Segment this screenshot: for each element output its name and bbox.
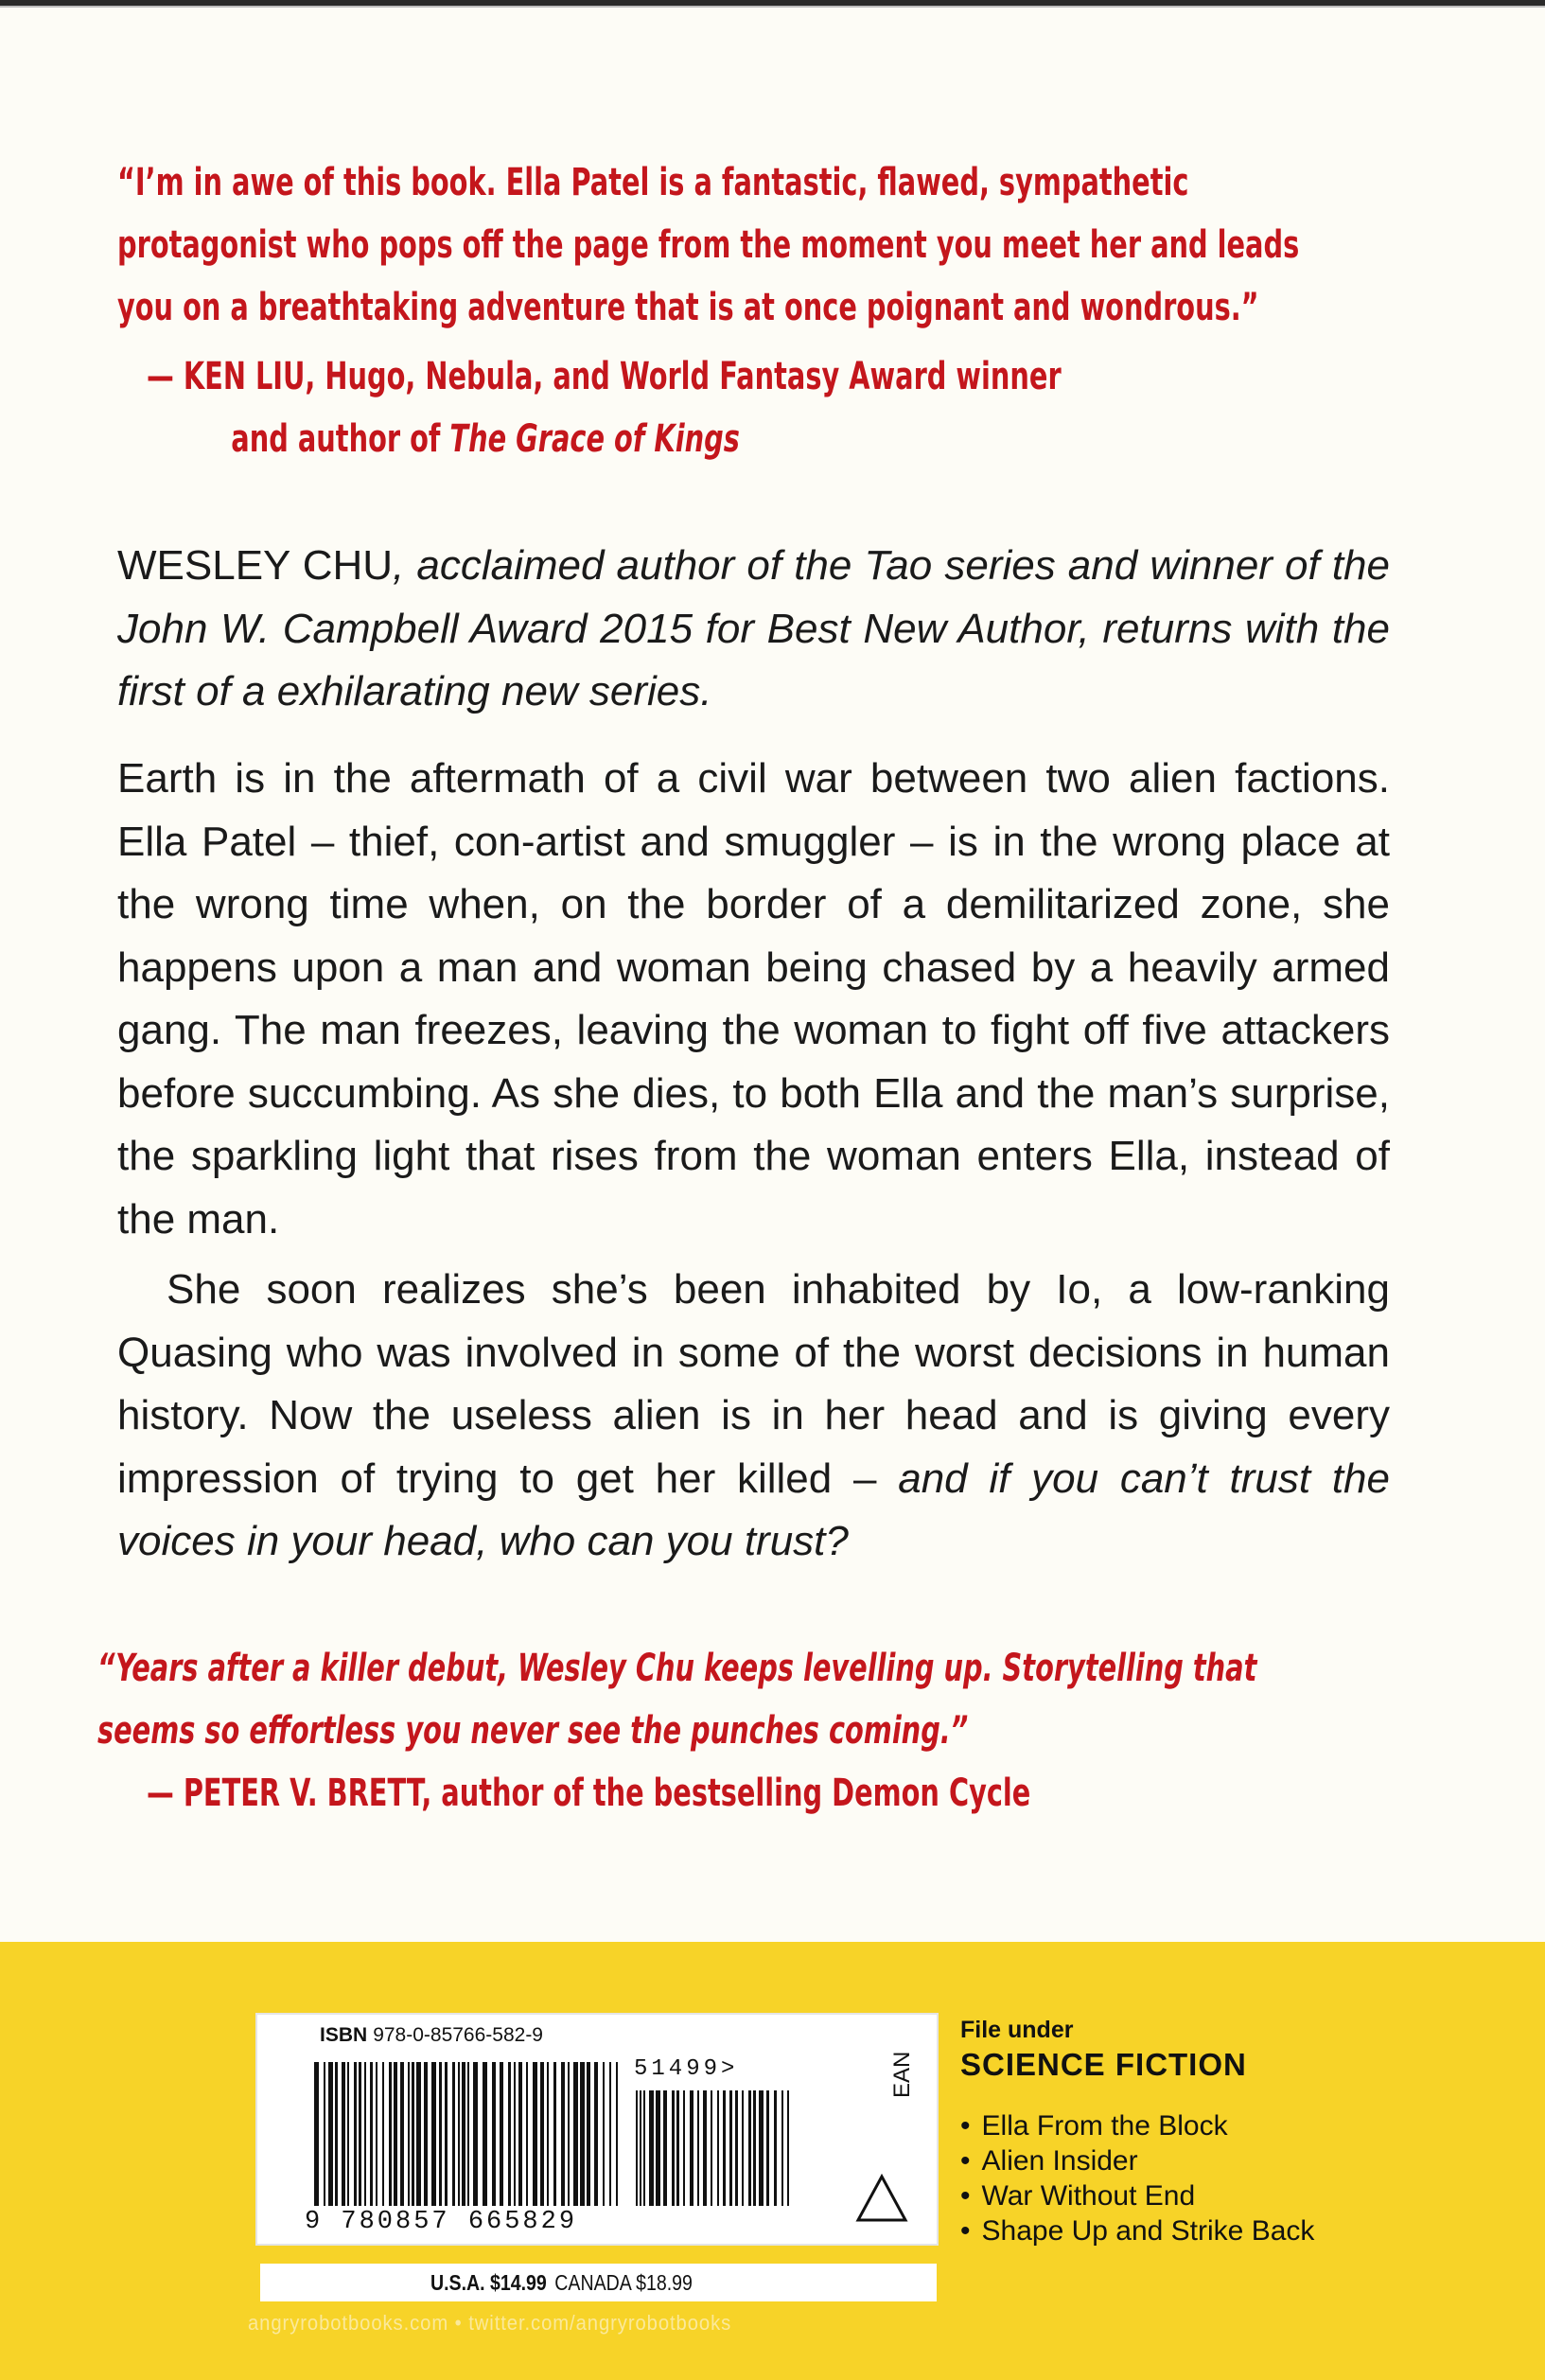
- barcode-bar: [690, 2090, 693, 2206]
- barcode-bar: [324, 2062, 325, 2206]
- barcode-bar: [759, 2090, 764, 2206]
- barcode-digits: 9 780857 665829: [305, 2208, 578, 2236]
- barcode-bar: [342, 2062, 345, 2206]
- barcode-bar: [547, 2062, 549, 2206]
- barcode-box: [255, 2013, 939, 2246]
- barcode-bar: [424, 2062, 428, 2206]
- barcode-bar: [526, 2062, 528, 2206]
- series-item: • War Without End: [960, 2178, 1314, 2213]
- price-bar: [260, 2264, 937, 2301]
- barcode-bar: [609, 2062, 611, 2206]
- barcode-bar: [400, 2062, 404, 2206]
- barcode-bar: [753, 2090, 756, 2206]
- synopsis-text: She soon realizes she’s been inhabited by Io, a low-ranking Quasing who was involved in some of the worst decisions in human history. Now the useless alien is in her head and is giving every impression of trying to get her killed –: [117, 1266, 1390, 1502]
- barcode-bar: [553, 2062, 556, 2206]
- barcode-bar: [787, 2090, 789, 2206]
- barcode-bar: [483, 2062, 487, 2206]
- barcode-bar: [314, 2062, 319, 2206]
- author-name: WESLEY CHU: [117, 542, 394, 589]
- barcode-bar: [370, 2062, 373, 2206]
- barcode-bar: [492, 2062, 496, 2206]
- price-text: [430, 2270, 693, 2296]
- barcode-bar: [573, 2062, 578, 2206]
- barcode-bar: [354, 2062, 357, 2206]
- barcode-bar: [636, 2090, 638, 2206]
- barcode-bar: [580, 2062, 585, 2206]
- barcode-bar: [683, 2090, 685, 2206]
- author-intro: [117, 535, 1390, 724]
- barcode-bar: [703, 2090, 707, 2206]
- quote-attribution-peter-brett: — PETER V. BRETT, author of the bestselling Demon Cycle: [147, 1772, 1031, 1815]
- synopsis-paragraph-2: [117, 1259, 1390, 1574]
- barcode-bar: [328, 2062, 333, 2206]
- author-intro-text: , acclaimed author of the Tao series and winner of the John W. Campbell Award 2015 for Best New Author, returns with the first of a exhilarating new series.: [117, 542, 1390, 714]
- price-canada: CANADA $18.99: [554, 2270, 693, 2295]
- barcode-bar: [514, 2062, 516, 2206]
- review-quote-peter-brett: [97, 1637, 1402, 1762]
- barcode-bar: [729, 2090, 732, 2206]
- barcode-bar: [711, 2090, 712, 2206]
- barcode-bar: [533, 2062, 537, 2206]
- publisher-url-line: angryrobotbooks.com • twitter.com/angryrobotbooks: [248, 2311, 732, 2335]
- barcode-bar: [500, 2062, 503, 2206]
- barcode-bar: [462, 2062, 465, 2206]
- isbn-text: [320, 2024, 543, 2047]
- synopsis-italic-end: and if you can’t trust the voices in your head, who can you trust?: [117, 1454, 1390, 1564]
- barcode-bar: [616, 2062, 618, 2206]
- barcode-bar: [742, 2090, 744, 2206]
- barcode: [314, 2053, 882, 2213]
- review-quote-ken-liu: [117, 151, 1422, 339]
- file-under-genre: SCIENCE FICTION: [960, 2047, 1247, 2082]
- quote-attribution-ken-liu: [147, 345, 1451, 470]
- barcode-bar: [473, 2062, 478, 2206]
- barcode-bar: [508, 2062, 511, 2206]
- attribution-line: — KEN LIU, Hugo, Nebula, and World Fantasy Award winner: [147, 355, 1062, 398]
- quote-line: protagonist who pops off the page from the moment you meet her and leads: [117, 223, 1300, 267]
- barcode-addon-digits: 51499>: [634, 2056, 739, 2082]
- series-item: • Shape Up and Strike Back: [960, 2213, 1314, 2248]
- barcode-bar: [643, 2090, 645, 2206]
- quote-line: seems so effortless you never see the punches coming.”: [97, 1709, 969, 1753]
- barcode-bar: [364, 2062, 366, 2206]
- barcode-bar: [376, 2062, 377, 2206]
- barcode-bar: [439, 2062, 442, 2206]
- barcode-bar: [452, 2062, 455, 2206]
- barcode-bar: [594, 2062, 598, 2206]
- barcode-bar: [717, 2090, 719, 2206]
- quote-line: you on a breathtaking adventure that is at once poignant and wondrous.”: [117, 286, 1259, 329]
- barcode-bar: [676, 2090, 679, 2206]
- barcode-bar: [603, 2062, 605, 2206]
- barcode-bar: [394, 2062, 397, 2206]
- barcode-bar: [663, 2090, 667, 2206]
- quote-line: “Years after a killer debut, Wesley Chu keeps levelling up. Storytelling that: [97, 1647, 1257, 1690]
- barcode-bar: [408, 2062, 410, 2206]
- ean-label: EAN: [889, 2051, 915, 2098]
- triangle-icon: [855, 2174, 908, 2223]
- barcode-bar: [561, 2062, 565, 2206]
- synopsis-paragraph-1: Earth is in the aftermath of a civil war between two alien factions. Ella Patel – thief, con-artist and smuggler – is in the wrong place at the wrong time when, on the border of a demilitarized zone, she happens upon a man and woman being chased by a heavily armed gang. The man freezes, leaving the woman to fight off five attackers before succumbing. As she dies, to both Ella and the man’s surprise, the sparkling light that rises from the woman enters Ella, instead of the man.: [117, 755, 1390, 1243]
- file-under-label: File under: [960, 2017, 1074, 2043]
- top-edge-line: [0, 6, 1545, 8]
- barcode-bar: [781, 2090, 783, 2206]
- barcode-bar: [335, 2062, 338, 2206]
- file-under-block: [960, 2016, 1247, 2086]
- barcode-bar: [518, 2062, 522, 2206]
- barcode-bar: [359, 2062, 361, 2206]
- barcode-bar: [389, 2062, 392, 2206]
- isbn-label: ISBN: [320, 2024, 368, 2046]
- barcode-bar: [766, 2090, 769, 2206]
- barcode-bar: [748, 2090, 751, 2206]
- barcode-bar: [735, 2090, 738, 2206]
- barcode-bar: [445, 2062, 448, 2206]
- barcode-bar: [412, 2062, 414, 2206]
- barcode-bar: [697, 2090, 699, 2206]
- barcode-bar: [540, 2062, 544, 2206]
- price-us: U.S.A. $14.99: [430, 2270, 547, 2295]
- attribution-prefix: and author of: [231, 417, 450, 461]
- series-item: • Alien Insider: [960, 2143, 1314, 2178]
- barcode-bar: [382, 2062, 384, 2206]
- barcode-bar: [347, 2062, 349, 2206]
- barcode-bar: [774, 2090, 777, 2206]
- barcode-bar: [568, 2062, 570, 2206]
- series-list: [960, 2108, 1314, 2248]
- barcode-bar: [672, 2090, 675, 2206]
- attribution-line: [147, 408, 1451, 470]
- isbn-number: 978-0-85766-582-9: [373, 2024, 543, 2046]
- series-item: • Ella From the Block: [960, 2108, 1314, 2143]
- barcode-bar: [458, 2062, 460, 2206]
- barcode-bar: [640, 2090, 641, 2206]
- barcode-bar: [416, 2062, 421, 2206]
- barcode-bar: [649, 2090, 654, 2206]
- book-title-reference: The Grace of Kings: [449, 417, 740, 461]
- quote-line: “I’m in awe of this book. Ella Patel is a fantastic, flawed, sympathetic: [117, 161, 1189, 204]
- barcode-bar: [656, 2090, 660, 2206]
- barcode-bar: [723, 2090, 726, 2206]
- barcode-bar: [431, 2062, 436, 2206]
- barcode-bar: [587, 2062, 590, 2206]
- barcode-bar: [467, 2062, 469, 2206]
